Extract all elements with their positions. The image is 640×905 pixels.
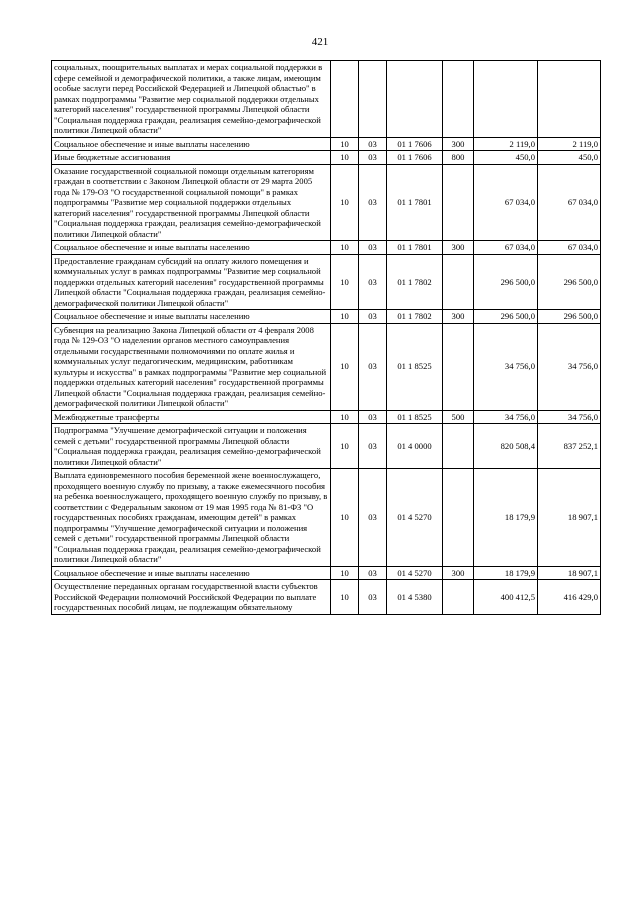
row-value-1: 820 508,4 <box>474 424 538 469</box>
row-target-code: 01 1 7801 <box>387 164 443 241</box>
row-name: Социальное обеспечение и иные выплаты населению <box>52 241 331 255</box>
row-name: Социальное обеспечение и иные выплаты населению <box>52 137 331 151</box>
row-section: 10 <box>331 254 359 310</box>
table-row <box>52 151 601 165</box>
row-target-code: 01 4 5270 <box>387 566 443 580</box>
row-name: Подпрограмма "Улучшение демографической ситуации и положения семей с детьми" государственной программы Липецкой области "Социальная поддержка граждан, реализация семейно-демографической политики Липецкой области" <box>52 424 331 469</box>
row-subsection: 03 <box>359 137 387 151</box>
row-subsection: 03 <box>359 164 387 241</box>
row-target-code: 01 1 7606 <box>387 151 443 165</box>
row-value-2: 450,0 <box>538 151 601 165</box>
budget-table <box>51 60 601 615</box>
table-row <box>52 424 601 469</box>
row-expense-type <box>443 164 474 241</box>
row-value-2: 67 034,0 <box>538 241 601 255</box>
row-section: 10 <box>331 164 359 241</box>
budget-table-body <box>52 61 601 615</box>
row-subsection: 03 <box>359 580 387 615</box>
page-number: 421 <box>311 36 329 48</box>
row-name: социальных, поощрительных выплатах и мерах социальной поддержки в сфере семейной и демографической политики, а также лицам, имеющим особые заслуги перед Российской Федерацией и Липецкой областью" в рамках подпрограммы "Развитие мер социальной поддержки отдельных категорий населения" государственной программы Липецкой области "Социальная поддержка граждан, реализация семейно-демографической политики Липецкой области" <box>52 61 331 138</box>
row-value-2: 18 907,1 <box>538 566 601 580</box>
row-section: 10 <box>331 310 359 324</box>
row-name: Выплата единовременного пособия беременной жене военнослужащего, проходящего военную службу по призыву, а также ежемесячного пособия на ребенка военнослужащего, проходящего военную службу по призыву, в соответствии с Федеральным законом от 19 мая 1995 года № 81-ФЗ "О государственных пособиях гражданам, имеющим детей" в рамках подпрограммы "Улучшение демографической ситуации и положения семей с детьми" государственной программы Липецкой области "Социальная поддержка граждан, реализация семейно-демографической политики Липецкой области" <box>52 469 331 567</box>
row-expense-type <box>443 580 474 615</box>
row-value-1: 34 756,0 <box>474 323 538 410</box>
row-name: Социальное обеспечение и иные выплаты населению <box>52 566 331 580</box>
row-subsection: 03 <box>359 424 387 469</box>
row-section <box>331 61 359 138</box>
row-subsection: 03 <box>359 310 387 324</box>
row-value-1: 296 500,0 <box>474 310 538 324</box>
row-section: 10 <box>331 566 359 580</box>
table-row <box>52 61 601 138</box>
row-subsection: 03 <box>359 410 387 424</box>
table-row <box>52 241 601 255</box>
row-expense-type: 500 <box>443 410 474 424</box>
row-value-2: 34 756,0 <box>538 410 601 424</box>
row-section: 10 <box>331 151 359 165</box>
row-expense-type <box>443 61 474 138</box>
row-value-1: 34 756,0 <box>474 410 538 424</box>
row-section: 10 <box>331 323 359 410</box>
row-section: 10 <box>331 469 359 567</box>
row-subsection: 03 <box>359 241 387 255</box>
row-target-code: 01 1 8525 <box>387 410 443 424</box>
row-section: 10 <box>331 241 359 255</box>
table-row <box>52 580 601 615</box>
row-name: Оказание государственной социальной помощи отдельным категориям граждан в соответствии с Законом Липецкой области от 29 марта 2005 года № 179-ОЗ "О государственной социальной помощи" в рамках подпрограммы "Развитие мер социальной поддержки отдельных категорий населения" государственной программы Липецкой области "Социальная поддержка граждан, реализация семейно-демографической политики Липецкой области" <box>52 164 331 241</box>
row-target-code <box>387 61 443 138</box>
row-name: Осуществление переданных органам государственной власти субъектов Российской Федерации полномочий Российской Федерации по выплате государственных пособий лицам, не подлежащим обязательному <box>52 580 331 615</box>
row-value-1 <box>474 61 538 138</box>
row-target-code: 01 1 7802 <box>387 254 443 310</box>
row-name: Иные бюджетные ассигнования <box>52 151 331 165</box>
table-row <box>52 164 601 241</box>
row-section: 10 <box>331 424 359 469</box>
row-subsection <box>359 61 387 138</box>
row-expense-type: 300 <box>443 566 474 580</box>
row-subsection: 03 <box>359 151 387 165</box>
row-expense-type <box>443 323 474 410</box>
row-value-2: 34 756,0 <box>538 323 601 410</box>
row-value-2 <box>538 61 601 138</box>
row-name: Субвенция на реализацию Закона Липецкой области от 4 февраля 2008 года № 129-ОЗ "О наделении органов местного самоуправления отдельными государственными полномочиями по оплате жилья и коммунальных услуг педагогическим, медицинским, работникам культуры и искусства" в рамках подпрограммы "Развитие мер социальной поддержки отдельных категорий населения" государственной программы Липецкой области "Социальная поддержка граждан, реализация семейно-демографической политики Липецкой области" <box>52 323 331 410</box>
row-value-1: 18 179,9 <box>474 469 538 567</box>
row-target-code: 01 4 0000 <box>387 424 443 469</box>
row-expense-type <box>443 254 474 310</box>
row-value-2: 837 252,1 <box>538 424 601 469</box>
row-name: Межбюджетные трансферты <box>52 410 331 424</box>
row-expense-type: 300 <box>443 241 474 255</box>
table-row <box>52 137 601 151</box>
row-value-1: 67 034,0 <box>474 164 538 241</box>
row-value-2: 67 034,0 <box>538 164 601 241</box>
row-subsection: 03 <box>359 254 387 310</box>
table-row <box>52 323 601 410</box>
row-name: Предоставление гражданам субсидий на оплату жилого помещения и коммунальных услуг в рамках подпрограммы "Развитие мер социальной поддержки отдельных категорий населения" государственной программы Липецкой области "Социальная поддержка граждан, реализация семейно-демографической политики Липецкой области" <box>52 254 331 310</box>
row-expense-type <box>443 424 474 469</box>
row-target-code: 01 1 8525 <box>387 323 443 410</box>
row-target-code: 01 4 5380 <box>387 580 443 615</box>
row-target-code: 01 4 5270 <box>387 469 443 567</box>
row-expense-type <box>443 469 474 567</box>
row-value-1: 67 034,0 <box>474 241 538 255</box>
row-expense-type: 300 <box>443 310 474 324</box>
row-expense-type: 800 <box>443 151 474 165</box>
row-value-1: 400 412,5 <box>474 580 538 615</box>
row-subsection: 03 <box>359 323 387 410</box>
row-section: 10 <box>331 410 359 424</box>
row-subsection: 03 <box>359 566 387 580</box>
row-section: 10 <box>331 137 359 151</box>
row-expense-type: 300 <box>443 137 474 151</box>
table-row <box>52 310 601 324</box>
row-name: Социальное обеспечение и иные выплаты населению <box>52 310 331 324</box>
row-value-2: 296 500,0 <box>538 310 601 324</box>
table-row <box>52 566 601 580</box>
row-value-2: 296 500,0 <box>538 254 601 310</box>
row-value-1: 450,0 <box>474 151 538 165</box>
row-value-2: 18 907,1 <box>538 469 601 567</box>
row-target-code: 01 1 7801 <box>387 241 443 255</box>
row-target-code: 01 1 7802 <box>387 310 443 324</box>
row-target-code: 01 1 7606 <box>387 137 443 151</box>
table-row <box>52 410 601 424</box>
row-subsection: 03 <box>359 469 387 567</box>
row-value-2: 416 429,0 <box>538 580 601 615</box>
row-value-1: 296 500,0 <box>474 254 538 310</box>
row-value-2: 2 119,0 <box>538 137 601 151</box>
table-row <box>52 469 601 567</box>
table-row <box>52 254 601 310</box>
row-section: 10 <box>331 580 359 615</box>
row-value-1: 2 119,0 <box>474 137 538 151</box>
row-value-1: 18 179,9 <box>474 566 538 580</box>
